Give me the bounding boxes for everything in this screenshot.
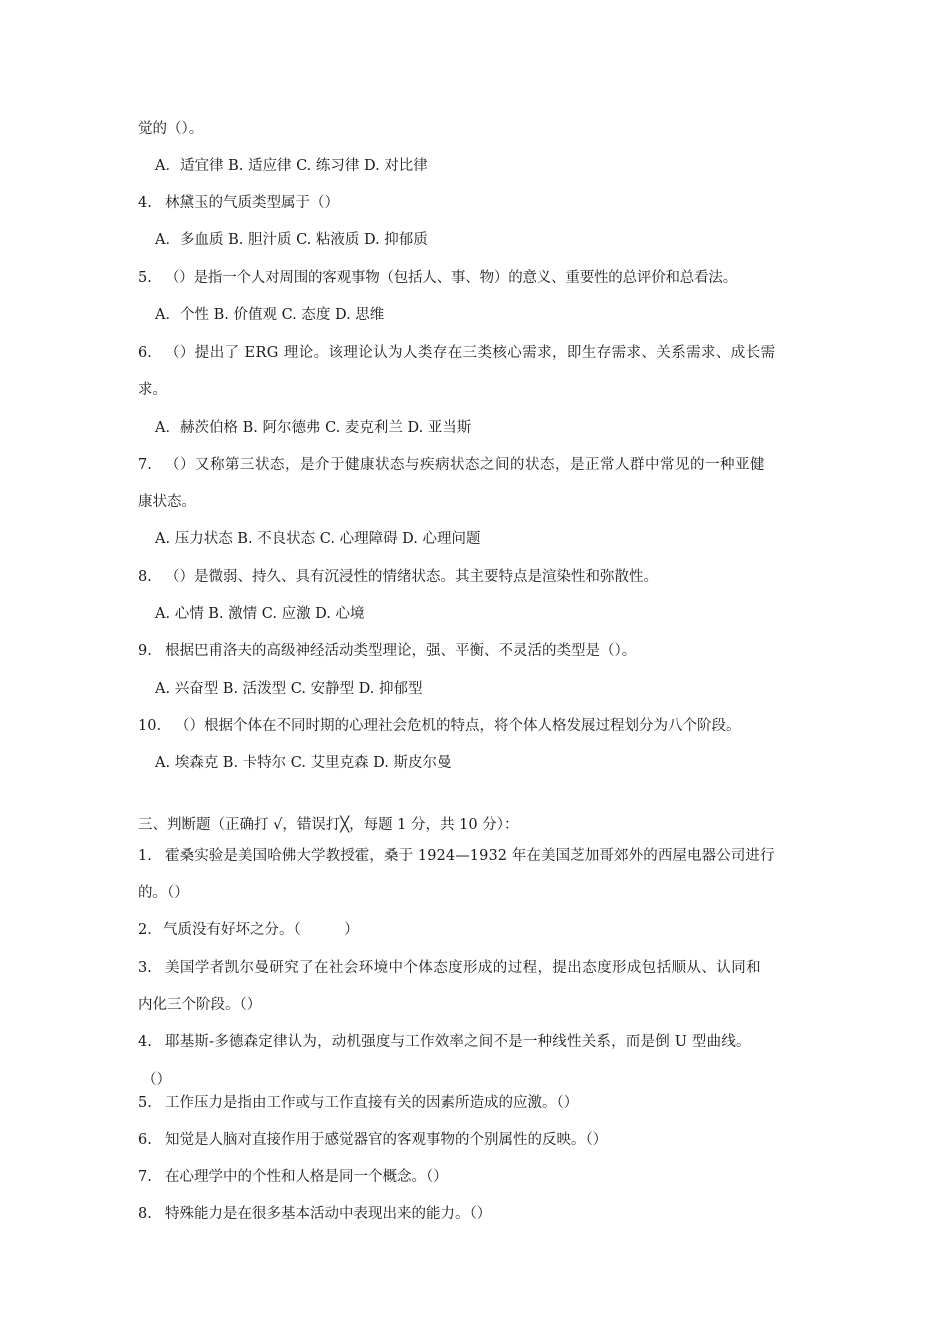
q5-number: 5. bbox=[138, 270, 152, 286]
q5-options: A．个性 B. 价值观 C. 态度 D. 思维 bbox=[155, 307, 385, 323]
tf-item-3-text: 美国学者凯尔曼研究了在社会环境中个体态度形成的过程，提出态度形成包括顺从、认同和 bbox=[165, 960, 761, 976]
tf-item-5-number: 5. bbox=[138, 1095, 152, 1111]
q4-number: 4. bbox=[138, 195, 152, 211]
q5-text: （）是指一个人对周围的客观事物（包括人、事、物）的意义、重要性的总评价和总看法。 bbox=[165, 270, 737, 286]
q6-options: A．赫茨伯格 B. 阿尔德弗 C. 麦克利兰 D. 亚当斯 bbox=[155, 420, 472, 436]
tf-item-7-number: 7. bbox=[138, 1169, 152, 1185]
tf-item-5-text: 工作压力是指由工作或与工作直接有关的因素所造成的应激。（） bbox=[165, 1095, 579, 1111]
q7-number: 7. bbox=[138, 457, 152, 473]
tf-item-1-text-continued: 的。（） bbox=[138, 885, 189, 901]
tf-item-8-text: 特殊能力是在很多基本活动中表现出来的能力。（） bbox=[165, 1206, 492, 1222]
tf-item-7-text: 在心理学中的个性和人格是同一个概念。（） bbox=[165, 1169, 448, 1185]
q7-text-continued: 康状态。 bbox=[138, 494, 196, 510]
q7-text: （）又称第三状态，是介于健康状态与疾病状态之间的状态，是正常人群中常见的一种亚健 bbox=[165, 457, 765, 473]
tf-item-3-number: 3. bbox=[138, 960, 152, 976]
q9-text: 根据巴甫洛夫的高级神经活动类型理论，强、平衡、不灵活的类型是（）。 bbox=[165, 643, 637, 659]
tf-item-1-number: 1. bbox=[138, 848, 152, 864]
tf-item-2-number: 2． bbox=[138, 922, 162, 938]
q7-options: A. 压力状态 B. 不良状态 C. 心理障碍 D. 心理问题 bbox=[155, 531, 481, 547]
tf-item-3-text-continued: 内化三个阶段。（） bbox=[138, 997, 262, 1013]
tf-item-4-number: 4. bbox=[138, 1034, 152, 1050]
tf-item-8-number: 8. bbox=[138, 1206, 152, 1222]
tf-item-1-text: 霍桑实验是美国哈佛大学教授霍，桑于 1924—1932 年在美国芝加哥郊外的西屋电器公司进行 bbox=[165, 848, 775, 864]
q10-number: 10. bbox=[138, 718, 162, 734]
tf-item-4-text: 耶基斯-多德森定律认为，动机强度与工作效率之间不是一种线性关系，而是倒 U 型曲线。 bbox=[165, 1034, 751, 1050]
q6-text: （）提出了 ERG 理论。该理论认为人类存在三类核心需求，即生存需求、关系需求、成长需 bbox=[165, 345, 776, 361]
tf-section-heading: 三、判断题（正确打 √，错误打╳，每题 1 分，共 10 分）： bbox=[138, 817, 519, 833]
q3-options: A．适宜律 B. 适应律 C. 练习律 D. 对比律 bbox=[155, 158, 428, 174]
tf-item-2-text: 气质没有好坏之分。（ ） bbox=[163, 922, 359, 938]
q10-options: A. 埃森克 B. 卡特尔 C. 艾里克森 D. 斯皮尔曼 bbox=[155, 755, 452, 771]
tf-item-6-text: 知觉是人脑对直接作用于感觉器官的客观事物的个别属性的反映。（） bbox=[165, 1132, 608, 1148]
q8-options: A. 心情 B. 激情 C. 应激 D. 心境 bbox=[155, 606, 365, 622]
q9-options: A. 兴奋型 B. 活泼型 C. 安静型 D. 抑郁型 bbox=[155, 681, 423, 697]
q8-text: （）是微弱、持久、具有沉浸性的情绪状态。其主要特点是渲染性和弥散性。 bbox=[165, 569, 658, 585]
tf-item-6-number: 6. bbox=[138, 1132, 152, 1148]
q10-text: （）根据个体在不同时期的心理社会危机的特点，将个体人格发展过程划分为八个阶段。 bbox=[175, 718, 741, 734]
q8-number: 8. bbox=[138, 569, 152, 585]
q4-text: 林黛玉的气质类型属于（） bbox=[165, 195, 339, 211]
q6-text-continued: 求。 bbox=[138, 382, 167, 398]
tf-item-4-text-continued: （） bbox=[142, 1072, 171, 1088]
q4-options: A．多血质 B. 胆汁质 C. 粘液质 D. 抑郁质 bbox=[155, 232, 428, 248]
q9-number: 9. bbox=[138, 643, 152, 659]
q6-number: 6. bbox=[138, 345, 152, 361]
q3-continuation: 觉的（）。 bbox=[138, 121, 204, 137]
